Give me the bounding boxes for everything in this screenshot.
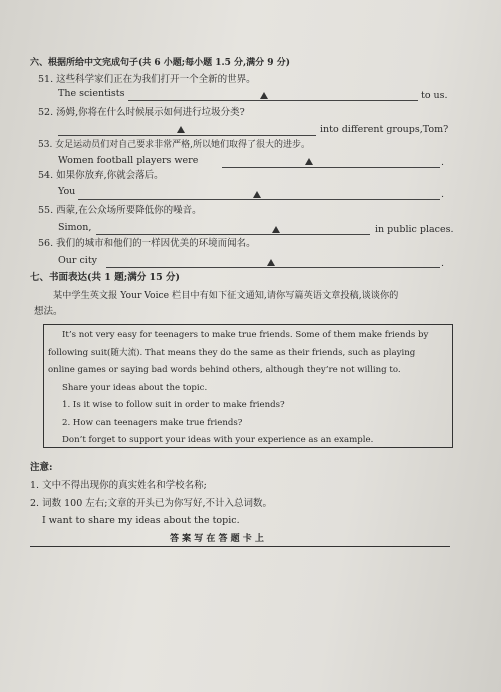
opening-sentence: I want to share my ideas about the topic. bbox=[42, 515, 240, 526]
marker-triangle bbox=[253, 191, 261, 198]
item-52-blank[interactable] bbox=[58, 135, 316, 136]
prompt-question-2: 2. How can teenagers make true friends? bbox=[62, 418, 243, 428]
prompt-line-2: following suit(随大流). That means they do the same as their friends, such as playing bbox=[48, 348, 416, 358]
item-56-prompt: 56. 我们的城市和他们的一样因优美的环境而闻名。 bbox=[38, 238, 256, 249]
item-54-lead: You bbox=[58, 186, 76, 197]
prompt-question-1: 1. Is it wise to follow suit in order to make friends? bbox=[62, 400, 285, 410]
marker-triangle bbox=[267, 259, 275, 266]
note-1: 1. 文中不得出现你的真实姓名和学校名称; bbox=[30, 480, 207, 491]
notes-title: 注意: bbox=[30, 462, 53, 473]
prompt-line-1: It’s not very easy for teenagers to make true friends. Some of them make friends by bbox=[62, 330, 429, 340]
item-53-tail: . bbox=[441, 157, 445, 168]
section6-title: 六、根据所给中文完成句子(共 6 小题;每小题 1.5 分,满分 9 分) bbox=[30, 58, 290, 68]
item-52-tail: into different groups,Tom? bbox=[320, 124, 449, 135]
marker-triangle bbox=[272, 226, 280, 233]
item-51-lead: The scientists bbox=[58, 88, 125, 99]
prompt-line-7: Don’t forget to support your ideas with your experience as an example. bbox=[62, 435, 374, 445]
marker-triangle bbox=[305, 158, 313, 165]
section7-intro-2: 想法。 bbox=[34, 306, 63, 317]
section7-title: 七、书面表达(共 1 题;满分 15 分) bbox=[30, 272, 181, 283]
item-56-blank[interactable] bbox=[106, 267, 440, 268]
item-55-tail: in public places. bbox=[375, 224, 454, 235]
item-56-tail: . bbox=[441, 258, 445, 269]
item-53-prompt: 53. 女足运动员们对自己要求非常严格,所以她们取得了很大的进步。 bbox=[38, 140, 311, 150]
item-52-prompt: 52. 汤姆,你将在什么时候展示如何进行垃圾分类? bbox=[38, 107, 245, 118]
answer-sheet-footer: 答 案 写 在 答 题 卡 上 bbox=[170, 534, 264, 544]
marker-triangle bbox=[260, 92, 268, 99]
prompt-line-3: online games or saying bad words behind others, although they’re not willing to. bbox=[48, 365, 401, 375]
prompt-line-4: Share your ideas about the topic. bbox=[62, 383, 208, 393]
marker-triangle bbox=[177, 126, 185, 133]
item-53-blank[interactable] bbox=[222, 167, 440, 168]
item-51-blank[interactable] bbox=[128, 100, 418, 101]
note-2: 2. 词数 100 左右;文章的开头已为你写好,不计入总词数。 bbox=[30, 498, 272, 509]
item-56-lead: Our city bbox=[58, 255, 98, 266]
section7-intro-1: 某中学生英文报 Your Voice 栏目中有如下征文通知,请你写篇英语文章投稿,谈谈你的 bbox=[53, 290, 399, 301]
item-54-blank[interactable] bbox=[78, 199, 440, 200]
item-54-prompt: 54. 如果你放弃,你就会落后。 bbox=[38, 170, 164, 181]
item-55-blank[interactable] bbox=[96, 234, 370, 235]
item-51-prompt: 51. 这些科学家们正在为我们打开一个全新的世界。 bbox=[38, 74, 256, 85]
footer-rule bbox=[30, 546, 450, 547]
item-51-tail: to us. bbox=[421, 90, 448, 101]
item-55-lead: Simon, bbox=[58, 222, 92, 233]
item-53-lead: Women football players were bbox=[58, 155, 199, 166]
item-55-prompt: 55. 西蒙,在公众场所要降低你的噪音。 bbox=[38, 205, 202, 216]
item-54-tail: . bbox=[441, 189, 445, 200]
